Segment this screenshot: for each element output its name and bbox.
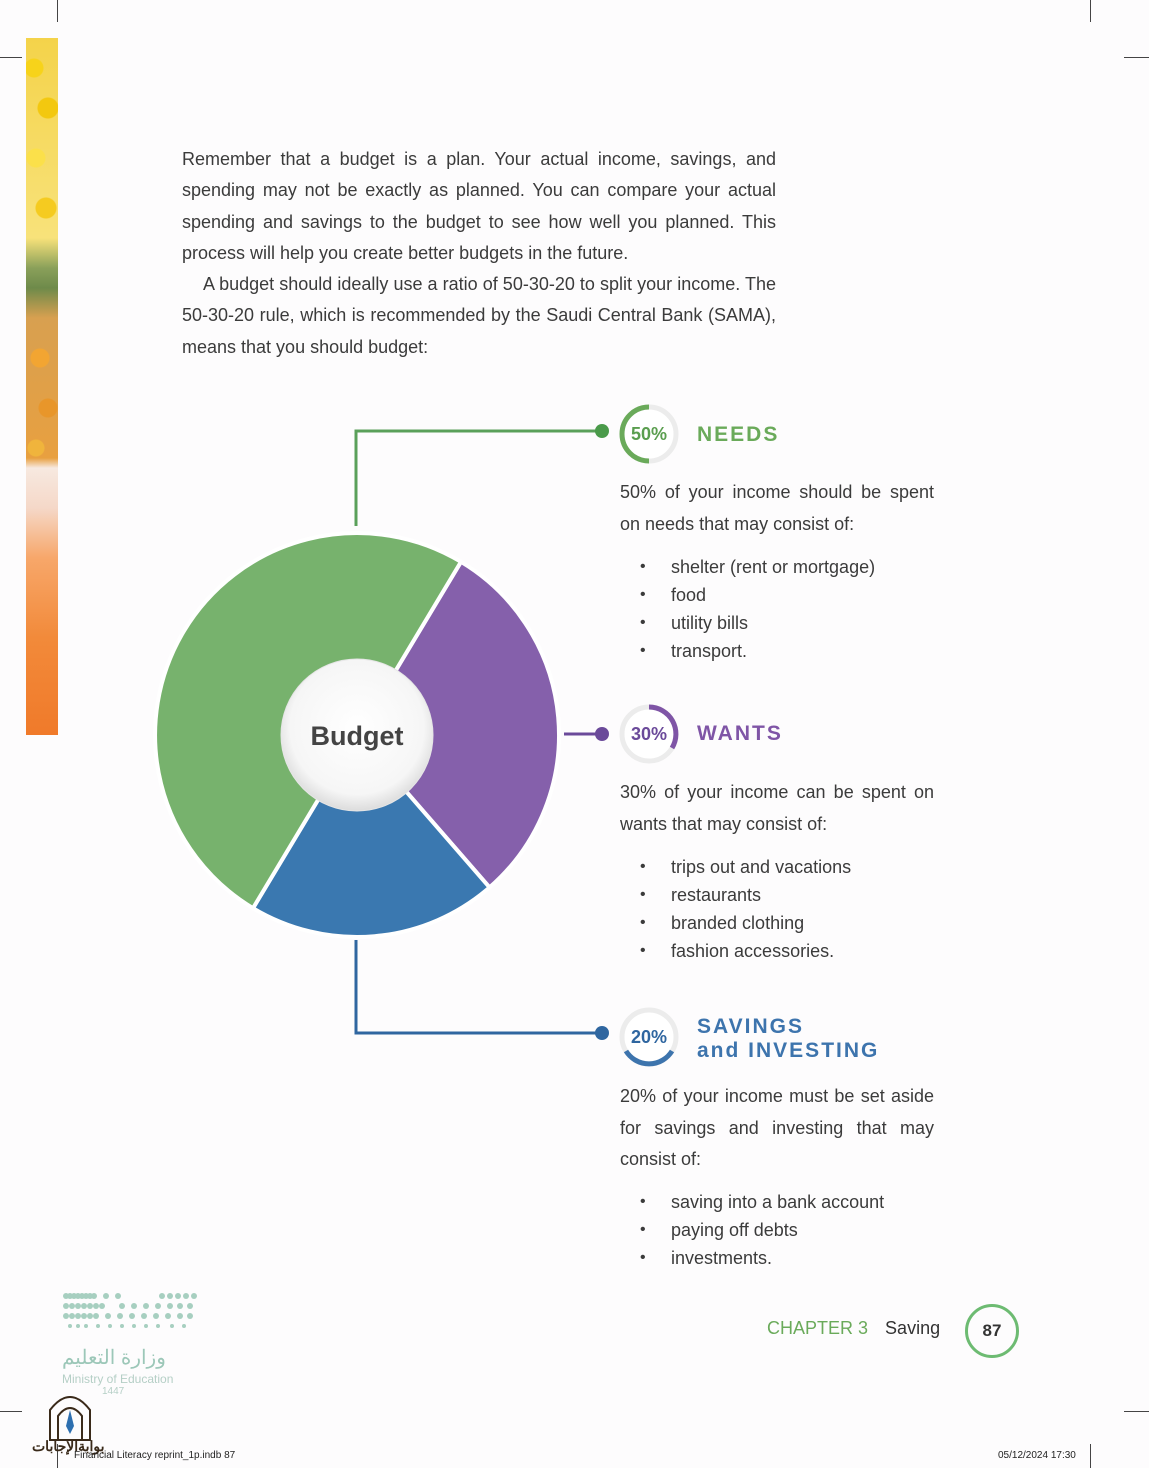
chapter-number: CHAPTER 3	[767, 1318, 869, 1338]
intro-paragraph-2: A budget should ideally use a ratio of 50-30-20 to split your income. The 50-30-20 rule, which is recommended by the Saudi Central Bank (SAMA), means that you should budget:	[182, 274, 776, 357]
list-item: • branded clothing	[640, 909, 851, 937]
needs-list	[640, 553, 875, 665]
savings-title-line-2: and INVESTING	[697, 1039, 880, 1062]
list-item: • fashion accessories.	[640, 937, 851, 965]
ministry-dots-icon	[62, 1290, 202, 1338]
budget-donut-chart	[140, 420, 580, 1050]
savings-title	[697, 1015, 879, 1063]
savings-percent: 20%	[630, 1027, 668, 1047]
list-item: • transport.	[640, 637, 875, 665]
watermark-text: بوابةالإجابات	[32, 1438, 105, 1454]
list-item: • utility bills	[640, 609, 875, 637]
intro-paragraph-1: Remember that a budget is a plan. Your actual income, savings, and spending may not be exactly as planned. You can compare your actual spending and savings to the budget to see how well you planned. This process will help you create better budgets in the future.	[182, 149, 776, 263]
ministry-english-name: Ministry of Education	[62, 1372, 174, 1386]
wants-description: 30% of your income can be spent on wants that may consist of:	[620, 782, 934, 834]
list-item: • saving into a bank account	[640, 1188, 884, 1216]
needs-connector-dot	[595, 424, 609, 438]
needs-percent-badge	[618, 403, 680, 465]
ministry-of-education-logo	[62, 1290, 202, 1397]
ministry-arabic-name: وزارة التعليم	[62, 1347, 166, 1369]
wants-list	[640, 853, 851, 965]
list-item: • trips out and vacations	[640, 853, 851, 881]
watermark-mosque-icon	[46, 1386, 94, 1442]
chapter-label	[767, 1318, 940, 1339]
list-item: • restaurants	[640, 881, 851, 909]
needs-description: 50% of your income should be spent on needs that may consist of:	[620, 482, 934, 534]
needs-title: NEEDS	[697, 423, 780, 446]
wants-percent: 30%	[630, 724, 668, 744]
print-slug-date: 05/12/2024 17:30	[998, 1450, 1076, 1461]
donut-center-label: Budget	[310, 721, 404, 751]
print-slug-file: Financial Literacy reprint_1p.indb 87	[74, 1450, 236, 1461]
savings-connector-dot	[595, 1026, 609, 1040]
needs-percent: 50%	[630, 424, 668, 444]
wants-connector-dot	[595, 727, 609, 741]
ministry-year: 1447	[102, 1386, 125, 1397]
list-item: • investments.	[640, 1244, 884, 1272]
savings-description: 20% of your income must be set aside for savings and investing that may consist of:	[620, 1086, 934, 1169]
list-item: • shelter (rent or mortgage)	[640, 553, 875, 581]
list-item: • paying off debts	[640, 1216, 884, 1244]
list-item: • food	[640, 581, 875, 609]
page-number: 87	[965, 1304, 1019, 1358]
savings-percent-badge	[618, 1006, 680, 1068]
savings-title-line-1: SAVINGS	[697, 1015, 804, 1038]
savings-list	[640, 1188, 884, 1272]
wants-title: WANTS	[697, 722, 783, 745]
chapter-title: Saving	[885, 1318, 941, 1338]
wants-percent-badge	[618, 703, 680, 765]
